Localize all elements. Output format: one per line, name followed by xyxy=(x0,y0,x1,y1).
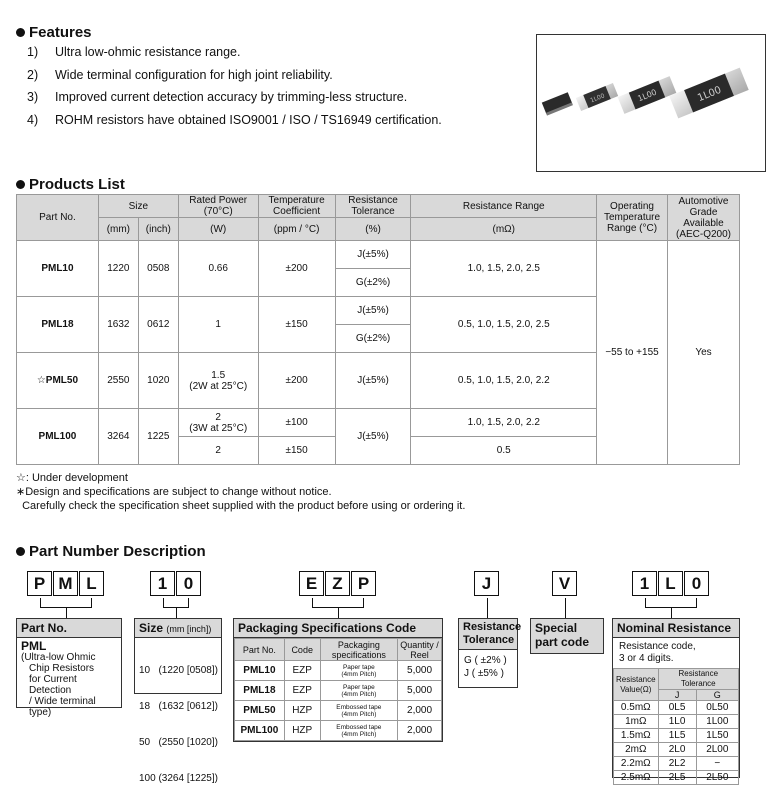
packaging-table: Part No. Code Packaging specifications Quantity / Reel PML10 EZP Paper tape (4mm Pitch) 5,000 PML18 EZP Paper tape (4mm Pitch) 5,000 PML50 HZP Embossed tape (4mm Pitch) 2,000 PML100 HZP Embossed tape (4mm Pitch) 2,000 xyxy=(234,638,442,741)
svg-text:1L00: 1L00 xyxy=(636,87,659,104)
table-row: PML10 1220 0508 0.66 ±200 J(±5%) 1.0, 1.5, 2.0, 2.5 −55 to +155 Yes xyxy=(17,241,740,269)
auto-value: Yes xyxy=(667,241,739,465)
table-row: 2mΩ 2L0 2L00 xyxy=(614,743,739,757)
feature-item: 1) Ultra low-ohmic resistance range. xyxy=(27,45,241,59)
product-photo xyxy=(536,34,766,172)
nominal-table: Resistance Value(Ω) Resistance Tolerance J G 0.5mΩ 0L5 0L50 1mΩ 1L0 1L00 1.5mΩ 1L5 1L50 2mΩ 2L0 2L00 2.2mΩ 2L2 − 2.5mΩ 2L5 2L50 xyxy=(613,668,739,785)
features-list xyxy=(27,45,442,135)
header-size-mm: (mm) xyxy=(98,218,138,241)
header-tcr-unit: (ppm / °C) xyxy=(258,218,335,241)
products-table: Part No. Size Rated Power (70°C) Temperature Coefficient Resistance Tolerance Resistance Range Operating Temperature Range (°C) Automotive Grade Available (AEC-Q200) (mm) (inch) (W) (ppm / °C) (%) (mΩ) PML10 1220 0508 0.66 ±200 J(±5%) 1.0, 1.5, 2.0, 2.5 −55 to +155 Yes G(±2%) PML18 1632 0612 1 ±150 J(±5%) 0.5, 1.0, 1.5, 2.0, 2.5 G(±2%) ☆PML50 2550 1020 1.5 (2W at 25°C) ±200 J(±5%) 0.5, 1.0, 1.5, 2.0, 2.2 PML100 3264 1225 2 (3W at 25°C) ±100 J(±5%) 1.0, 1.5, 2.0, 2.2 2 ±150 0.5 xyxy=(16,194,740,465)
table-row: ☆PML50 2550 1020 1.5 (2W at 25°C) ±200 J(±5%) 0.5, 1.0, 1.5, 2.0, 2.2 xyxy=(17,353,740,381)
table-row: PML50 HZP Embossed tape (4mm Pitch) 2,000 xyxy=(235,701,442,721)
header-power-unit: (W) xyxy=(178,218,258,241)
connector xyxy=(565,598,566,618)
svg-text:1L00: 1L00 xyxy=(696,84,724,105)
size-box: Size (mm [inch]) 10 (1220 [0508]) 18 (1632 [0612]) 50 (2550 [1020]) 100 (3264 [1225]) xyxy=(134,618,222,694)
feature-item: 4) ROHM resistors have obtained ISO9001 / ISO / TS16949 certification. xyxy=(27,112,442,127)
op-temp-value: −55 to +155 xyxy=(597,241,668,465)
table-row: PML100 HZP Embossed tape (4mm Pitch) 2,000 xyxy=(235,721,442,741)
pnd-title: Part Number Description xyxy=(16,543,206,560)
code-group-size: 1 0 xyxy=(150,571,202,596)
svg-text:1L00: 1L00 xyxy=(589,92,606,105)
bracket xyxy=(312,598,364,608)
code-group-tolerance: J xyxy=(474,571,500,596)
feature-item: 2) Wide terminal configuration for high joint reliability. xyxy=(27,67,333,82)
header-size: Size xyxy=(98,195,178,218)
table-row: 1.5mΩ 1L5 1L50 xyxy=(614,729,739,743)
header-part-no: Part No. xyxy=(17,195,99,241)
table-row: 0.5mΩ 0L5 0L50 xyxy=(614,701,739,715)
header-range: Resistance Range xyxy=(411,195,597,218)
code-group-packaging: E Z P xyxy=(299,571,377,596)
header-tolerance: Resistance Tolerance xyxy=(335,195,411,218)
header-range-unit: (mΩ) xyxy=(411,218,597,241)
connector xyxy=(66,608,67,618)
products-title: Products List xyxy=(16,176,125,193)
table-row: PML18 EZP Paper tape (4mm Pitch) 5,000 xyxy=(235,681,442,701)
tolerance-box: Resistance Tolerance G ( ±2% ) J ( ±5% ) xyxy=(458,618,518,688)
header-size-inch: (inch) xyxy=(138,218,178,241)
bullet-icon xyxy=(16,547,25,556)
features-title: Features xyxy=(16,24,92,41)
code-group-part: P M L xyxy=(27,571,105,596)
header-auto: Automotive Grade Available (AEC-Q200) xyxy=(667,195,739,241)
table-row: PML10 EZP Paper tape (4mm Pitch) 5,000 xyxy=(235,661,442,681)
packaging-box: Packaging Specifications Code Part No. Code Packaging specifications Quantity / Reel PML10 EZP Paper tape (4mm Pitch) 5,000 PML18 EZP Paper tape (4mm Pitch) 5,000 PML50 HZP Embossed tape (4mm Pitch) 2,000 PML100 HZP Embossed tape (4mm Pitch) 2,000 xyxy=(233,618,443,742)
table-row: 1mΩ 1L0 1L00 xyxy=(614,715,739,729)
table-row: PML18 1632 0612 1 ±150 J(±5%) 0.5, 1.0, 1.5, 2.0, 2.5 xyxy=(17,297,740,325)
connector xyxy=(338,608,339,618)
bracket xyxy=(40,598,92,608)
connector xyxy=(176,608,177,618)
notes: ☆: Under development ∗Design and specifications are subject to change without notice. Carefully check the specification sheet supplied with the product before using or ordering it. xyxy=(16,472,466,512)
table-row: 2.2mΩ 2L2 − xyxy=(614,757,739,771)
code-group-nominal: 1 L 0 xyxy=(632,571,710,596)
feature-item: 3) Improved current detection accuracy by trimming-less structure. xyxy=(27,90,408,104)
bullet-icon xyxy=(16,180,25,189)
connector xyxy=(487,598,488,618)
nominal-resistance-box: Nominal Resistance Resistance code, 3 or 4 digits. Resistance Value(Ω) Resistance Tolerance J G 0.5mΩ 0L5 0L50 1mΩ 1L0 1L00 1.5mΩ 1L5 1L50 2mΩ 2L0 2L00 2.2mΩ 2L2 − 2.5mΩ 2L5 2L50 xyxy=(612,618,740,778)
bracket xyxy=(645,598,697,608)
bracket xyxy=(163,598,189,608)
code-group-special: V xyxy=(552,571,578,596)
bullet-icon xyxy=(16,28,25,37)
header-temp-coef: Temperature Coefficient xyxy=(258,195,335,218)
resistor-chips-image xyxy=(537,35,765,171)
table-row: 2.5mΩ 2L5 2L50 xyxy=(614,771,739,785)
part-no-box: Part No. PML (Ultra-low Ohmic Chip Resistors for Current Detection / Wide terminal type) xyxy=(16,618,122,708)
header-op-temp: Operating Temperature Range (°C) xyxy=(597,195,668,241)
special-code-box: Special part code xyxy=(530,618,604,654)
table-row: PML100 3264 1225 2 (3W at 25°C) ±100 J(±5%) 1.0, 1.5, 2.0, 2.2 xyxy=(17,409,740,437)
header-rated-power: Rated Power (70°C) xyxy=(178,195,258,218)
connector xyxy=(671,608,672,618)
header-tol-unit: (%) xyxy=(335,218,411,241)
